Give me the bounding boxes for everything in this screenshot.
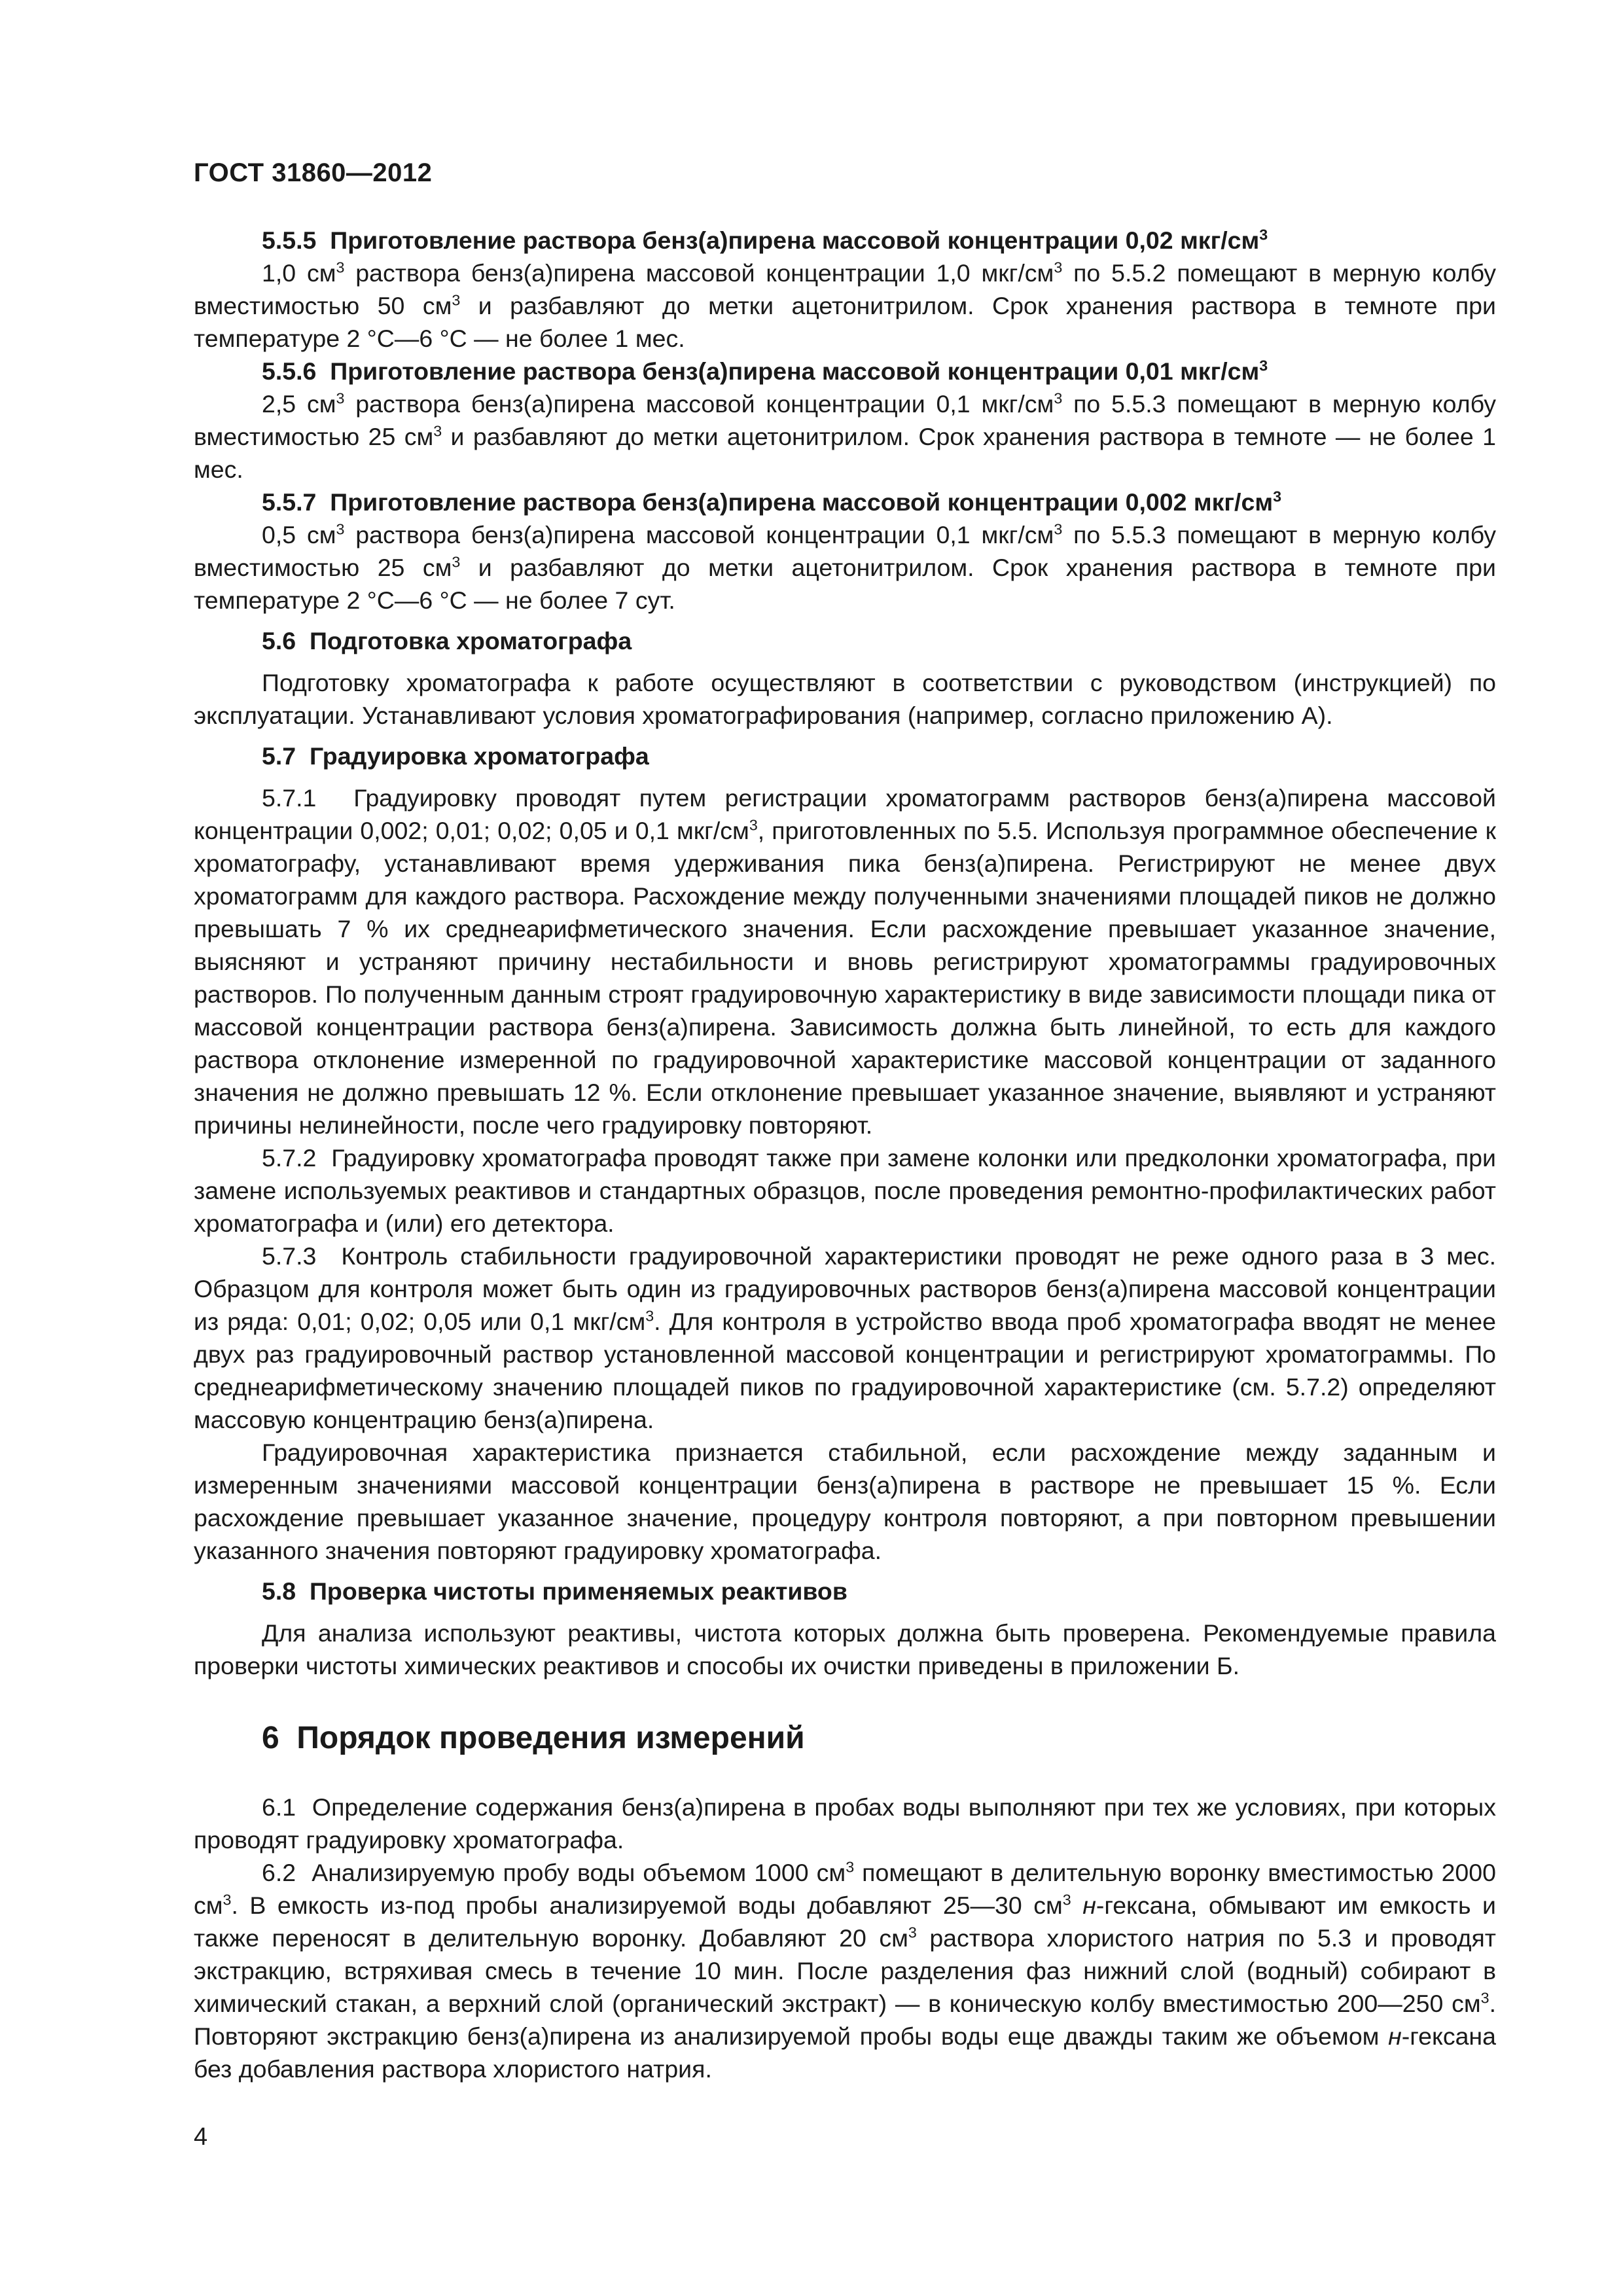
document-body bbox=[194, 224, 1496, 2085]
subsection-heading: 5.6 Подготовка хроматографа bbox=[262, 627, 632, 655]
subsection-heading: 5.8 Проверка чистоты применяемых реактивов bbox=[262, 1577, 847, 1605]
subsection-heading: 5.7 Градуировка хроматографа bbox=[262, 742, 649, 770]
paragraph: 5.7.2 Градуировку хроматографа проводят также при замене колонки или предколонки хроматографа, при замене используемых реактивов и стандартных образцов, после проведения ремонтно-профилактических работ хроматографа и (или) его детектора. bbox=[194, 1144, 1496, 1237]
document-header: ГОСТ 31860—2012 bbox=[194, 158, 433, 187]
paragraph: 5.7.1 Градуировку проводят путем регистрации хроматограмм растворов бенз(а)пирена массовой концентрации 0,002; 0,01; 0,02; 0,05 и 0,1 мкг/$см^3$, приготовленных по 5.5. Используя программное обеспечение к хроматографу, устанавливают время удерживания пика бенз(а)пирена. Регистрируют не менее двух хроматограмм для каждого раствора. Расхождение между полученными значениями площадей пиков не должно превышать 7 % их среднеарифметического значения. Если расхождение превышает указанное значение, выясняют и устраняют причину нестабильности и вновь регистрируют хроматограммы градуировочных растворов. По полученным данным строят градуировочную характеристику в виде зависимости площади пика от массовой концентрации раствора бенз(а)пирена. Зависимость должна быть линейной, то есть для каждого раствора отклонение измеренной по градуировочной характеристике массовой концентрации от заданного значения не должно превышать 12 %. Если отклонение превышает указанное значение, выявляют и устраняют причины нелинейности, после чего градуировку повторяют. bbox=[194, 784, 1496, 1139]
page-number: 4 bbox=[194, 2123, 208, 2151]
section-heading: 6 Порядок проведения измерений bbox=[262, 1721, 805, 1755]
paragraph: 0,5 $см^3$ раствора бенз(а)пирена массовой концентрации 0,1 мкг/$см^3$ по 5.5.3 помещают в мерную колбу вместимостью 25 $см^3$ и разбавляют до метки ацетонитрилом. Срок хранения раствора в темноте при температуре 2 °С—6 °С — не более 7 сут. bbox=[194, 520, 1496, 614]
paragraph: Для анализа используют реактивы, чистота которых должна быть проверена. Рекомендуемые правила проверки чистоты химических реактивов и способы их очистки приведены в приложении Б. bbox=[194, 1619, 1496, 1679]
paragraph: 6.1 Определение содержания бенз(а)пирена в пробах воды выполняют при тех же условиях, при которых проводят градуировку хроматографа. bbox=[194, 1793, 1496, 1854]
subsection-heading: 5.5.5 Приготовление раствора бенз(а)пирена массовой концентрации 0,02 мкг/$см^3$ bbox=[262, 226, 1268, 254]
paragraph: Подготовку хроматографа к работе осуществляют в соответствии с руководством (инструкцией) по эксплуатации. Устанавливают условия хроматографирования (например, согласно приложению А). bbox=[194, 669, 1496, 729]
subsection-heading: 5.5.6 Приготовление раствора бенз(а)пирена массовой концентрации 0,01 мкг/$см^3$ bbox=[262, 357, 1268, 385]
paragraph: Градуировочная характеристика признается стабильной, если расхождение между заданным и измеренным значениями массовой концентрации бенз(а)пирена в растворе не превышает 15 %. Если расхождение превышает указанное значение, процедуру контроля повторяют, а при повторном превышении указанного значения повторяют градуировку хроматографа. bbox=[194, 1439, 1496, 1564]
paragraph: 5.7.3 Контроль стабильности градуировочной характеристики проводят не реже одного раза в 3 мес. Образцом для контроля может быть один из градуировочных растворов бенз(а)пирена массовой концентрации из ряда: 0,01; 0,02; 0,05 или 0,1 мкг/$см^3$. Для контроля в устройство ввода проб хроматографа вводят не менее двух раз градуировочный раствор установленной массовой концентрации и регистрируют хроматограммы. По среднеарифметическому значению площадей пиков по градуировочной характеристике (см. 5.7.2) определяют массовую концентрацию бенз(а)пирена. bbox=[194, 1242, 1497, 1433]
paragraph: 2,5 $см^3$ раствора бенз(а)пирена массовой концентрации 0,1 мкг/$см^3$ по 5.5.3 помещают в мерную колбу вместимостью 25 $см^3$ и разбавляют до метки ацетонитрилом. Срок хранения раствора в темноте — не более 1 мес. bbox=[194, 389, 1496, 483]
paragraph: 6.2 Анализируемую пробу воды объемом 1000 $см^3$ помещают в делительную воронку вместимостью 2000 $см^3$. В емкость из-под пробы анализируемой воды добавляют 25—30 $см^3$ н-гексана, обмывают им емкость и также переносят в делительную воронку. Добавляют 20 $см^3$ раствора хлористого натрия по 5.3 и проводят экстракцию, встряхивая смесь в течение 10 мин. После разделения фаз нижний слой (водный) собирают в химический стакан, а верхний слой (органический экстракт) — в коническую колбу вместимостью 200—250 $см^3$. Повторяют экстракцию бенз(а)пирена из анализируемой пробы воды еще дважды таким же объемом н-гексана без добавления раствора хлористого натрия. bbox=[194, 1858, 1496, 2083]
paragraph: 1,0 $см^3$ раствора бенз(а)пирена массовой концентрации 1,0 мкг/$см^3$ по 5.5.2 помещают в мерную колбу вместимостью 50 $см^3$ и разбавляют до метки ацетонитрилом. Срок хранения раствора в темноте при температуре 2 °С—6 °С — не более 1 мес. bbox=[194, 259, 1496, 352]
subsection-heading: 5.5.7 Приготовление раствора бенз(а)пирена массовой концентрации 0,002 мкг/$см^3$ bbox=[262, 488, 1281, 516]
